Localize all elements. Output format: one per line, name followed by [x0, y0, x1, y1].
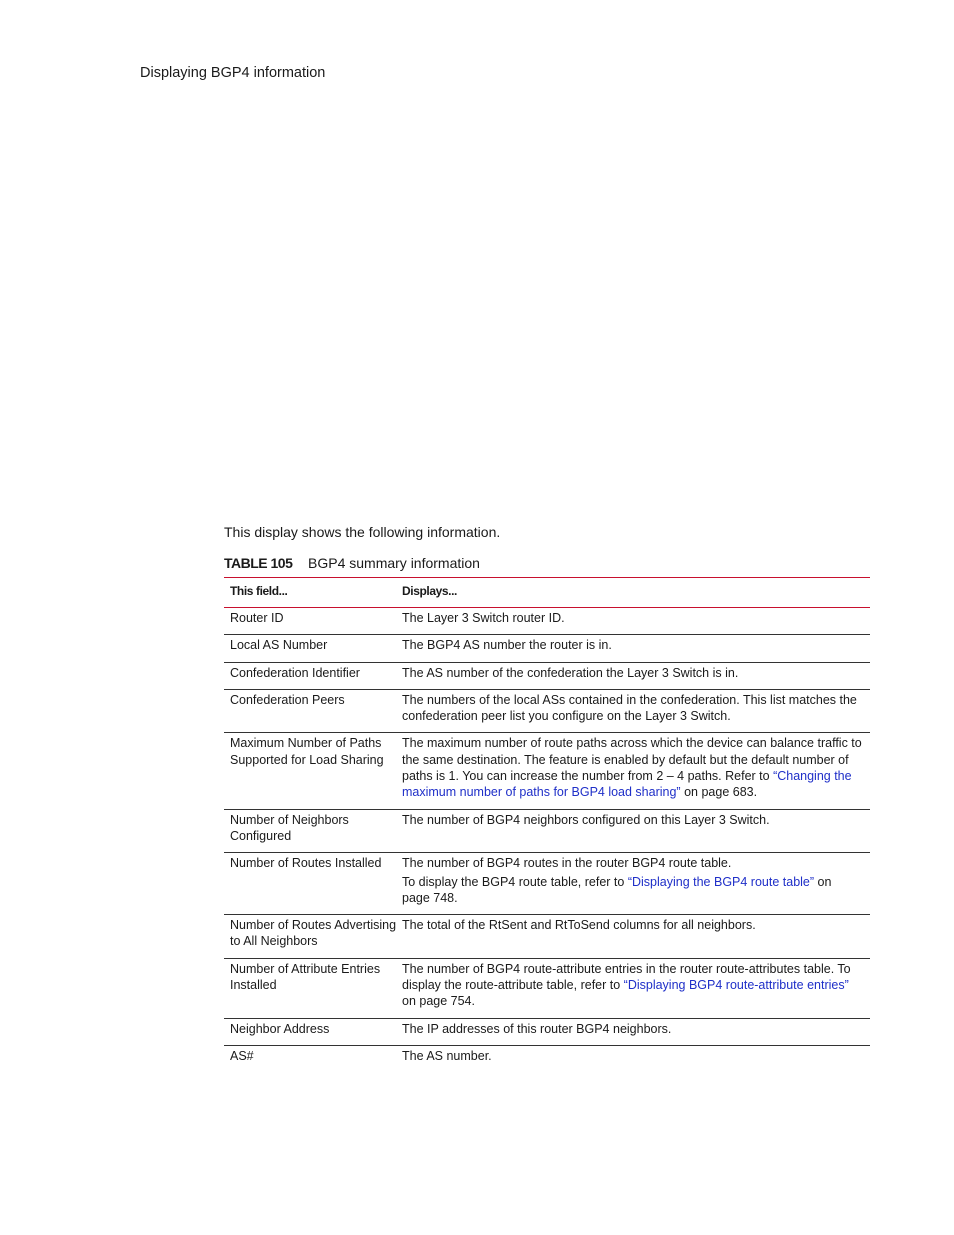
table-row [224, 853, 870, 915]
table-row [224, 608, 870, 635]
description-cell [402, 733, 870, 808]
column-header-field: This field... [230, 584, 288, 598]
description-text: The number of BGP4 route-attribute entries in the router route-attributes table. To display the route-attribute table, refer to [402, 961, 851, 993]
table-row [224, 1046, 870, 1072]
field-cell: Neighbor Address [230, 1021, 330, 1036]
description-text: on page 754. [402, 994, 475, 1009]
description-cell: The Layer 3 Switch router ID. [402, 611, 565, 625]
table-row [224, 733, 870, 809]
description-text: The maximum number of route paths across which the device can balance traffic to the same destination. The feature is enabled by default but the default number of paths is 1. You can increase the number from 2 – 4 paths. Refer to [402, 736, 862, 784]
field-cell: Number of Attribute Entries Installed [230, 961, 381, 993]
description-cell: The AS number of the confederation the Layer 3 Switch is in. [402, 665, 739, 680]
bgp4-summary-table [224, 577, 870, 1072]
description-cell [402, 959, 870, 1018]
intro-paragraph: This display shows the following information. [224, 524, 501, 540]
table-header-row [224, 578, 870, 608]
field-cell: Local AS Number [230, 638, 328, 653]
description-cell: The BGP4 AS number the router is in. [402, 638, 612, 653]
table-row [224, 810, 870, 854]
table-row [224, 635, 870, 662]
description-cell: The AS number. [402, 1048, 492, 1063]
table-row [224, 959, 870, 1019]
table-row [224, 690, 870, 734]
description-text: The number of BGP4 routes in the router BGP4 route table. [402, 856, 732, 871]
cross-reference-link[interactable]: “Changing the maximum number of paths for BGP4 load sharing” [402, 769, 852, 800]
table-title: BGP4 summary information [308, 555, 480, 571]
description-cell [402, 853, 870, 914]
cross-reference-link[interactable]: “Displaying the BGP4 route table” [627, 874, 815, 889]
description-cell: The number of BGP4 neighbors configured on this Layer 3 Switch. [402, 812, 770, 827]
description-paragraph [402, 874, 862, 907]
table-number: TABLE 105 [224, 555, 293, 571]
field-cell: Maximum Number of Paths Supported for Load Sharing [230, 736, 384, 767]
field-cell: Number of Routes Advertising to All Neighbors [230, 918, 397, 949]
description-cell: The total of the RtSent and RtToSend columns for all neighbors. [402, 918, 756, 933]
cross-reference-link[interactable]: “Displaying BGP4 route-attribute entries” [623, 978, 849, 993]
field-cell: Confederation Identifier [230, 665, 360, 680]
description-text: on page 748. [402, 874, 832, 905]
field-cell: Router ID [230, 611, 284, 625]
field-cell: AS# [230, 1048, 254, 1063]
field-cell: Confederation Peers [230, 692, 345, 707]
running-header: Displaying BGP4 information [140, 65, 326, 81]
description-text: To display the BGP4 route table, refer to [402, 874, 628, 889]
table-row [224, 1019, 870, 1046]
description-text: on page 683. [680, 785, 758, 800]
table-row [224, 915, 870, 959]
table-row [224, 663, 870, 690]
description-cell: The IP addresses of this router BGP4 neighbors. [402, 1021, 672, 1036]
table-caption [224, 555, 870, 571]
field-cell: Number of Neighbors Configured [230, 812, 349, 843]
description-cell: The numbers of the local ASs contained in the confederation. This list matches the confederation peer list you configure on the Layer 3 Switch. [402, 692, 857, 724]
field-cell: Number of Routes Installed [230, 856, 382, 871]
column-header-displays: Displays... [402, 584, 457, 598]
